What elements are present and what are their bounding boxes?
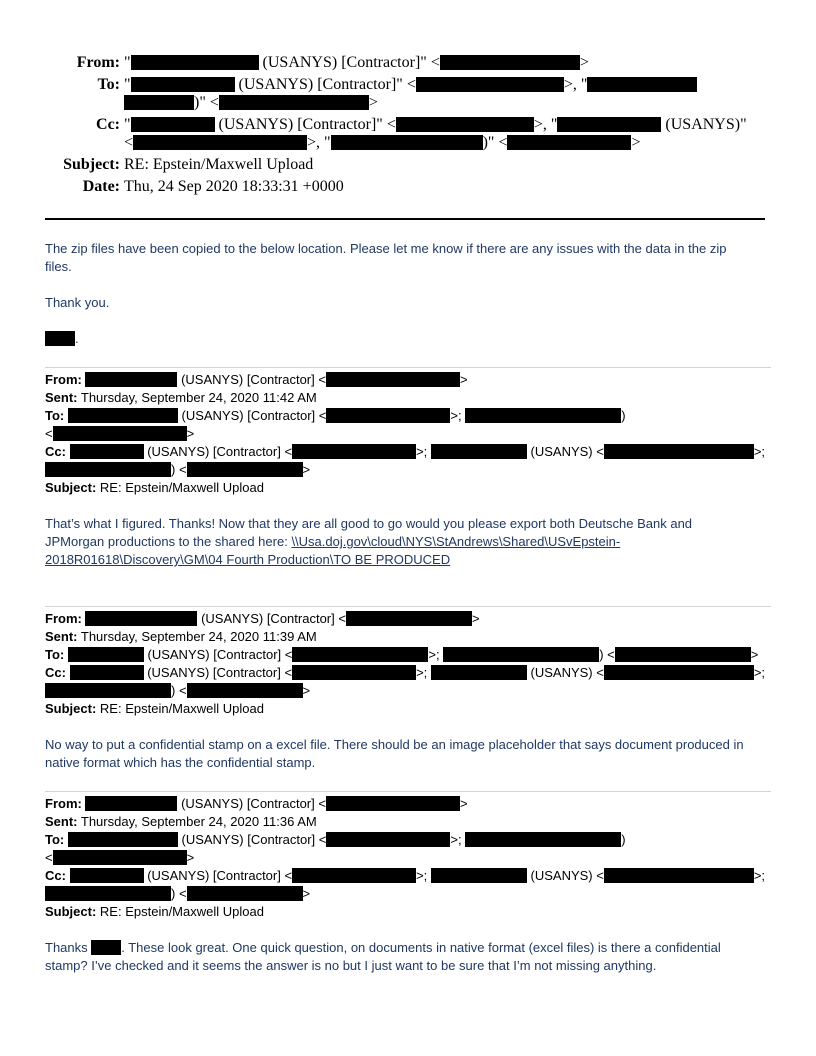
redaction bbox=[604, 868, 754, 883]
redaction bbox=[615, 647, 751, 662]
redaction bbox=[326, 796, 460, 811]
redaction bbox=[440, 55, 580, 70]
msg1-body-line bbox=[45, 551, 450, 569]
header-date-label: Date: bbox=[82, 178, 120, 195]
redaction bbox=[53, 850, 187, 865]
redaction bbox=[326, 408, 450, 423]
msg3-from: From: (USANYS) [Contractor] < > bbox=[45, 796, 468, 811]
redaction bbox=[292, 868, 416, 883]
msg2-from: From: (USANYS) [Contractor] < > bbox=[45, 611, 480, 626]
redaction bbox=[187, 462, 303, 477]
msg3-body-line: stamp? I’ve checked and it seems the answer is no but I just want to be sure that I’m not missing anything. bbox=[45, 958, 657, 973]
redaction bbox=[292, 444, 416, 459]
header-to-value: " (USANYS) [Contractor]" < >, " bbox=[124, 76, 697, 94]
msg3-cc-cont: ) < > bbox=[45, 885, 310, 903]
redaction bbox=[587, 77, 697, 92]
redaction bbox=[131, 77, 235, 92]
redaction bbox=[45, 462, 171, 477]
redaction bbox=[68, 408, 178, 423]
redaction bbox=[219, 95, 369, 110]
message-body-line: The zip files have been copied to the below location. Please let me know if there are any issues with the data in the zip bbox=[45, 241, 727, 256]
redaction bbox=[131, 117, 215, 132]
signature: . bbox=[45, 330, 79, 348]
share-path-link-cont[interactable]: 2018R01618\Discovery\GM\04 Fourth Production\TO BE PRODUCED bbox=[45, 552, 451, 567]
header-from-label: From: bbox=[76, 54, 120, 71]
redaction bbox=[187, 683, 303, 698]
redaction bbox=[292, 665, 416, 680]
msg1-sent: Sent: Thursday, September 24, 2020 11:42 AM bbox=[45, 390, 317, 405]
redaction bbox=[557, 117, 661, 132]
redaction bbox=[85, 796, 177, 811]
header-cc-label: Cc: bbox=[96, 116, 120, 133]
msg1-cc: Cc: (USANYS) [Contractor] < >; (USANYS) < >; bbox=[45, 444, 766, 459]
redaction bbox=[431, 444, 527, 459]
redaction bbox=[326, 372, 460, 387]
redaction bbox=[431, 665, 527, 680]
redaction bbox=[465, 832, 621, 847]
redaction bbox=[326, 832, 450, 847]
header-date: Thu, 24 Sep 2020 18:33:31 +0000 bbox=[124, 178, 344, 195]
redaction bbox=[91, 940, 121, 955]
msg1-to-cont: < > bbox=[45, 426, 195, 441]
msg1-body-line: JPMorgan productions to the shared here: \\Usa.doj.gov\cloud\NYS\StAndrews\Shared\USvEpstein- bbox=[45, 534, 621, 549]
redaction bbox=[292, 647, 428, 662]
message-separator bbox=[45, 606, 771, 607]
share-path-link[interactable]: \\Usa.doj.gov\cloud\NYS\StAndrews\Shared\USvEpstein- bbox=[291, 534, 621, 549]
redaction bbox=[45, 886, 171, 901]
msg1-from: From: (USANYS) [Contractor] < > bbox=[45, 372, 468, 387]
redaction bbox=[604, 444, 754, 459]
redaction bbox=[443, 647, 599, 662]
redaction bbox=[431, 868, 527, 883]
msg2-body-line: native format which has the confidential stamp. bbox=[45, 755, 316, 770]
redaction bbox=[68, 832, 178, 847]
header-divider bbox=[45, 218, 765, 220]
redaction bbox=[45, 683, 171, 698]
redaction bbox=[396, 117, 534, 132]
msg1-to: To: (USANYS) [Contractor] < >; ) bbox=[45, 408, 626, 423]
message-separator bbox=[45, 367, 771, 368]
header-subject: RE: Epstein/Maxwell Upload bbox=[124, 156, 314, 173]
msg3-body-line: Thanks . These look great. One quick question, on documents in native format (excel files) is there a confidential bbox=[45, 940, 721, 955]
header-cc-value: " (USANYS) [Contractor]" < >, " (USANYS)" bbox=[124, 116, 747, 133]
msg3-to: To: (USANYS) [Contractor] < >; ) bbox=[45, 832, 626, 847]
header-to-label: To: bbox=[97, 76, 120, 93]
header-cc-value-cont: < >, " )" < > bbox=[124, 134, 641, 151]
msg3-subject: Subject: RE: Epstein/Maxwell Upload bbox=[45, 904, 264, 919]
message-thanks: Thank you. bbox=[45, 295, 110, 310]
redaction bbox=[85, 611, 197, 626]
redaction bbox=[331, 135, 483, 150]
msg1-subject: Subject: RE: Epstein/Maxwell Upload bbox=[45, 480, 264, 495]
msg3-to-cont: < > bbox=[45, 850, 195, 865]
msg1-cc-cont: ) < > bbox=[45, 461, 310, 479]
msg2-cc-cont: ) < > bbox=[45, 682, 310, 700]
message-separator bbox=[45, 791, 771, 792]
redaction bbox=[416, 77, 564, 92]
redaction bbox=[131, 55, 259, 70]
msg2-sent: Sent: Thursday, September 24, 2020 11:39 AM bbox=[45, 629, 317, 644]
redaction bbox=[346, 611, 472, 626]
msg3-sent: Sent: Thursday, September 24, 2020 11:36 AM bbox=[45, 814, 317, 829]
redaction bbox=[604, 665, 754, 680]
redaction bbox=[465, 408, 621, 423]
msg2-body-line: No way to put a confidential stamp on a excel file. There should be an image placeholder that says document produced in bbox=[45, 737, 744, 752]
redaction bbox=[70, 868, 144, 883]
redaction bbox=[507, 135, 631, 150]
header-to-value-cont: )" < > bbox=[124, 94, 378, 112]
message-body-line: files. bbox=[45, 259, 72, 274]
redaction bbox=[70, 444, 144, 459]
msg1-body-line: That’s what I figured. Thanks! Now that they are all good to go would you please export both Deutsche Bank and bbox=[45, 516, 693, 531]
redaction bbox=[124, 95, 194, 110]
msg2-subject: Subject: RE: Epstein/Maxwell Upload bbox=[45, 701, 264, 716]
header-from-value: " (USANYS) [Contractor]" < > bbox=[124, 54, 589, 71]
redaction bbox=[187, 886, 303, 901]
msg3-cc: Cc: (USANYS) [Contractor] < >; (USANYS) < >; bbox=[45, 868, 766, 883]
redaction bbox=[85, 372, 177, 387]
msg2-cc: Cc: (USANYS) [Contractor] < >; (USANYS) < >; bbox=[45, 665, 766, 680]
redaction bbox=[70, 665, 144, 680]
redaction bbox=[133, 135, 307, 150]
header-subject-label: Subject: bbox=[63, 156, 120, 173]
redaction bbox=[53, 426, 187, 441]
redaction bbox=[45, 331, 75, 346]
msg2-to: To: (USANYS) [Contractor] < >; ) < > bbox=[45, 647, 759, 662]
redaction bbox=[68, 647, 144, 662]
